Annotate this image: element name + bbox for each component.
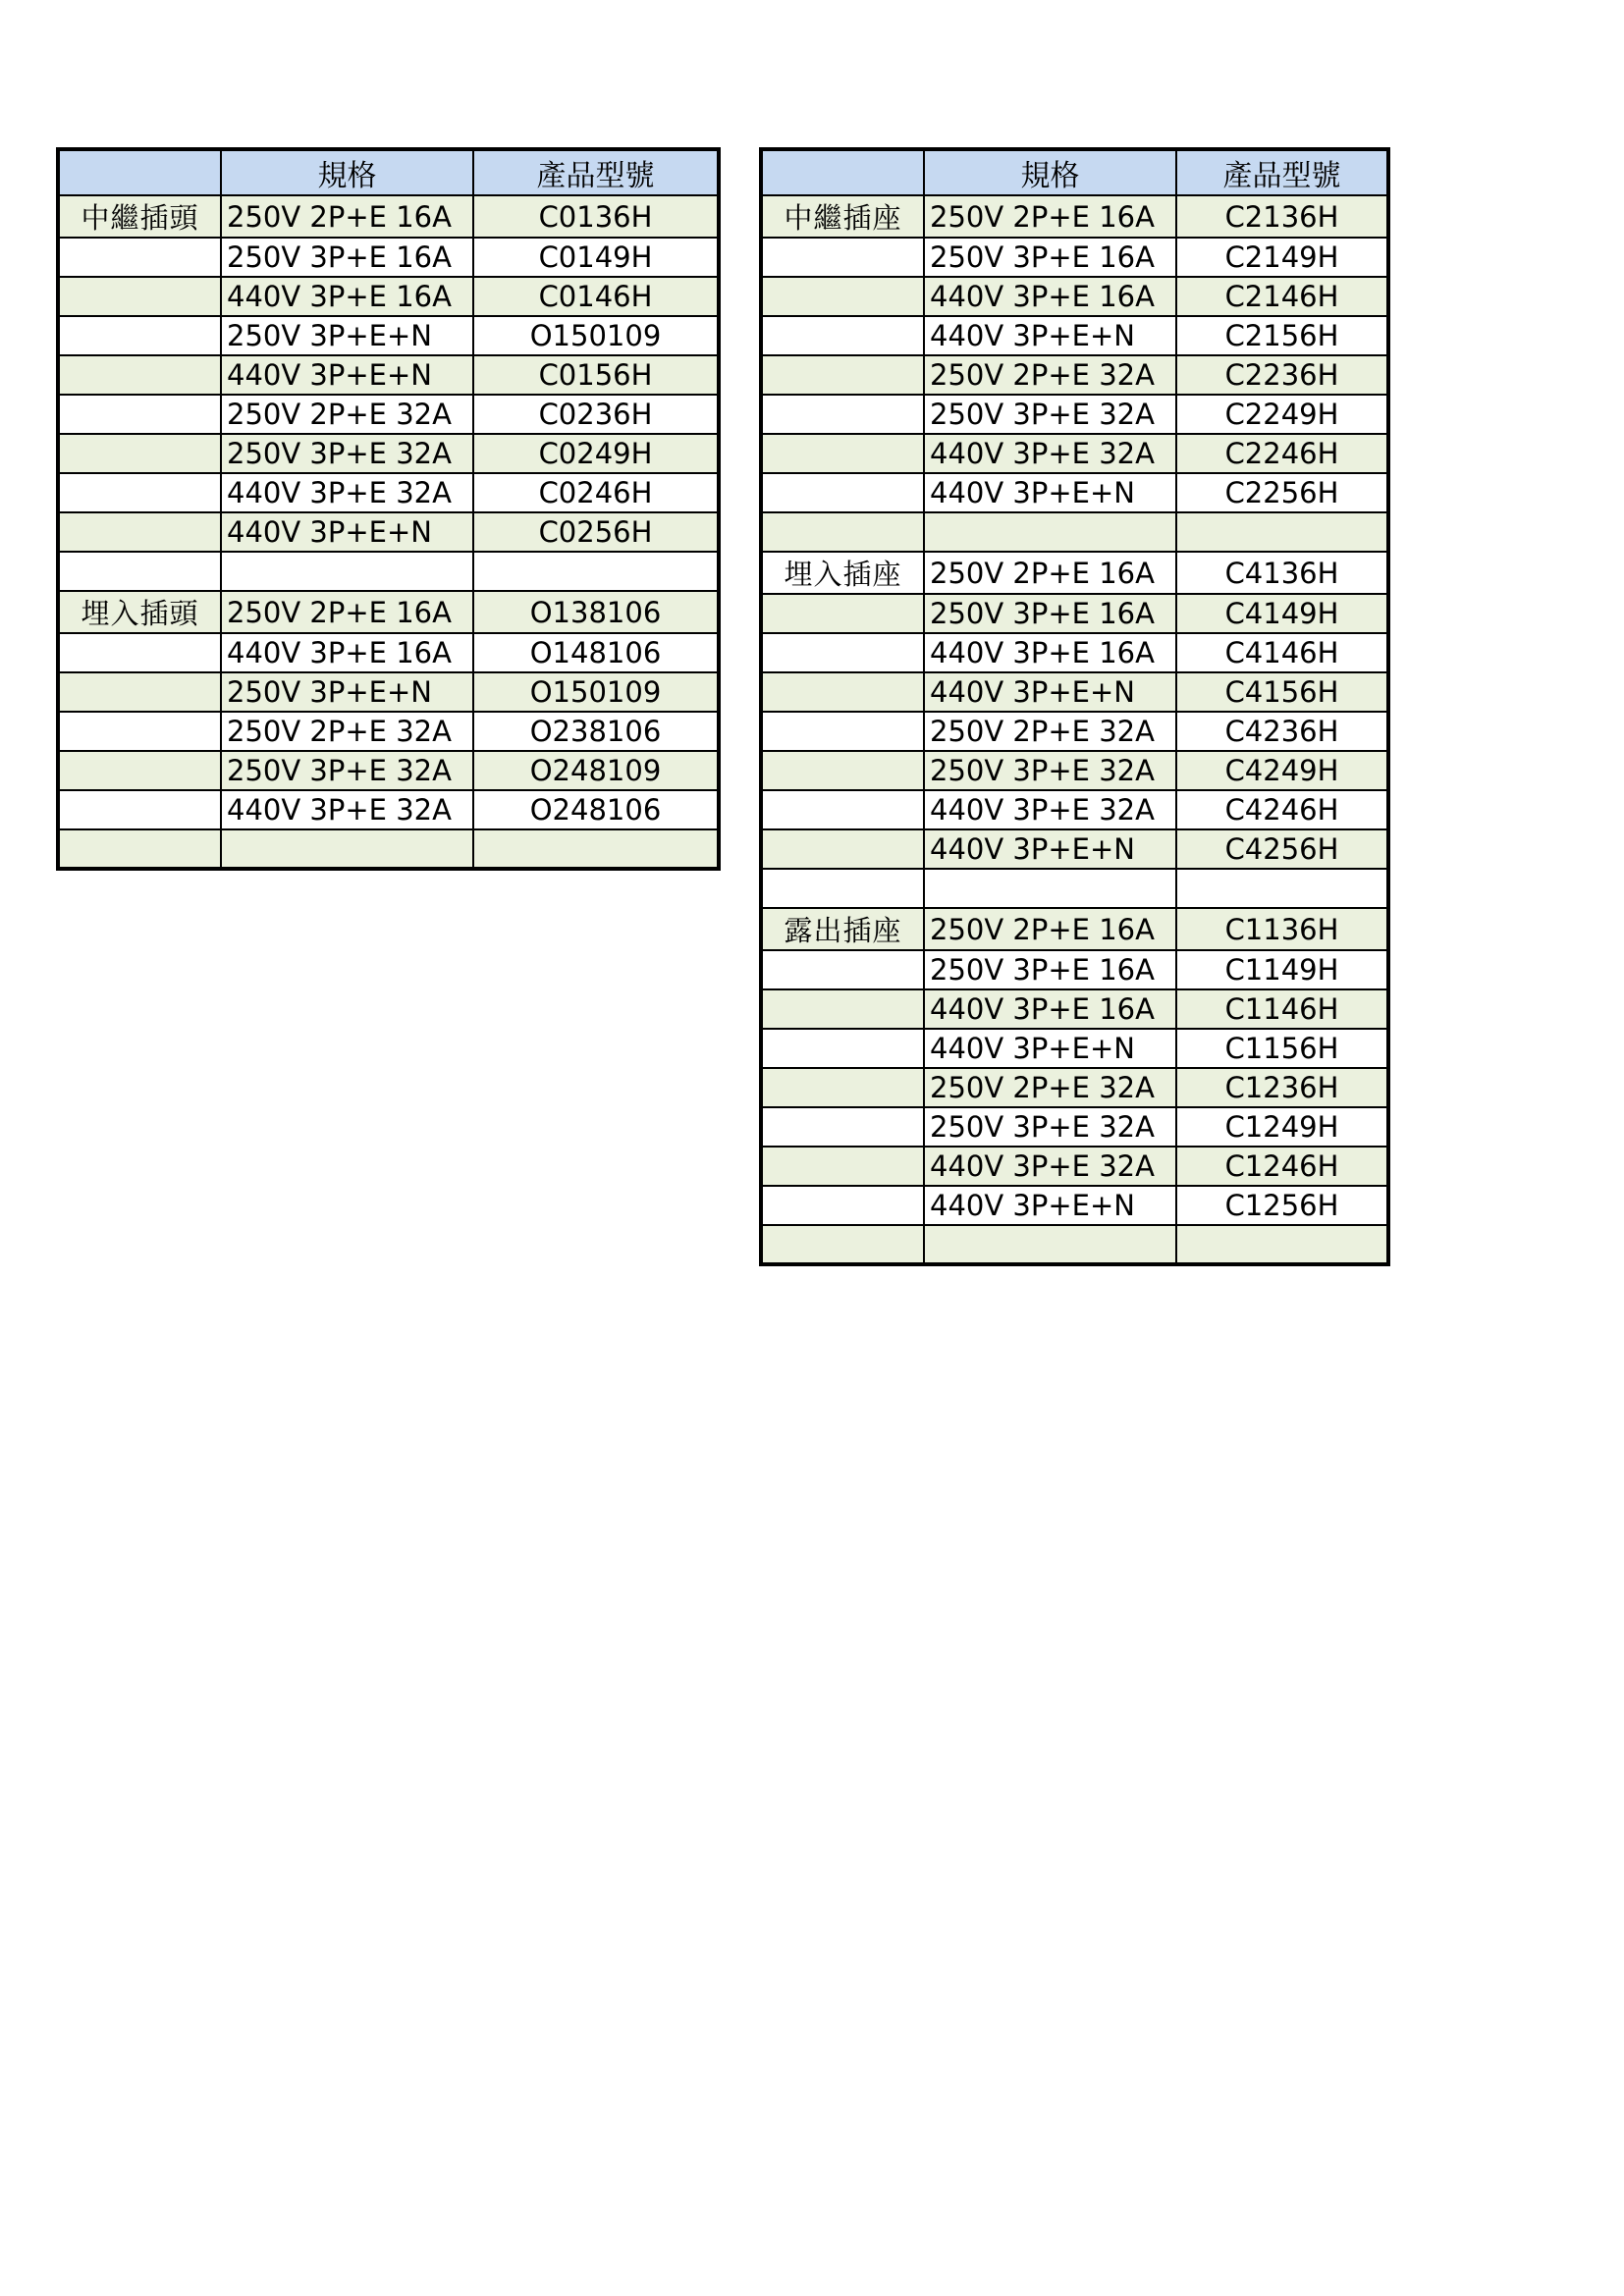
model-cell: C0249H	[473, 434, 719, 473]
spec-cell: 440V 3P+E+N	[924, 672, 1176, 712]
table-row	[761, 1107, 1388, 1147]
spec-cell: 250V 3P+E 16A	[924, 950, 1176, 989]
table-row	[761, 672, 1388, 712]
spec-cell: 250V 3P+E 32A	[924, 1107, 1176, 1147]
table-row	[58, 751, 719, 790]
model-cell: C0156H	[473, 355, 719, 395]
spec-cell: 440V 3P+E+N	[221, 512, 473, 552]
table-row	[761, 869, 1388, 908]
model-cell: C4156H	[1176, 672, 1388, 712]
category-cell	[761, 751, 924, 790]
spec-cell: 440V 3P+E+N	[924, 473, 1176, 512]
category-cell	[58, 552, 221, 591]
spec-cell: 440V 3P+E 32A	[924, 1147, 1176, 1186]
spec-cell: 250V 2P+E 32A	[924, 712, 1176, 751]
model-cell: C2236H	[1176, 355, 1388, 395]
table-row	[761, 1225, 1388, 1264]
table-row	[761, 989, 1388, 1029]
category-cell	[58, 473, 221, 512]
spec-cell: 250V 2P+E 32A	[221, 712, 473, 751]
spec-cell: 250V 3P+E+N	[221, 672, 473, 712]
category-cell	[58, 434, 221, 473]
model-cell: C1256H	[1176, 1186, 1388, 1225]
model-cell: C2156H	[1176, 316, 1388, 355]
category-cell	[58, 355, 221, 395]
table-row	[761, 316, 1388, 355]
model-cell: O248109	[473, 751, 719, 790]
table-row	[761, 829, 1388, 869]
model-cell: C1149H	[1176, 950, 1388, 989]
category-cell	[761, 316, 924, 355]
table-row	[761, 195, 1388, 238]
spec-cell: 440V 3P+E 32A	[924, 790, 1176, 829]
model-cell: C2249H	[1176, 395, 1388, 434]
table-row	[761, 790, 1388, 829]
spec-cell: 250V 3P+E 16A	[924, 238, 1176, 277]
model-cell: C4136H	[1176, 552, 1388, 594]
table-row	[58, 195, 719, 238]
table-row	[58, 238, 719, 277]
category-cell	[58, 672, 221, 712]
model-cell: C4246H	[1176, 790, 1388, 829]
spec-cell: 250V 3P+E 32A	[924, 751, 1176, 790]
spec-cell: 250V 2P+E 32A	[924, 1068, 1176, 1107]
spec-cell: 250V 2P+E 32A	[924, 355, 1176, 395]
spec-cell	[221, 829, 473, 869]
spec-cell: 440V 3P+E+N	[924, 829, 1176, 869]
table-row	[761, 712, 1388, 751]
spec-cell: 250V 3P+E 32A	[924, 395, 1176, 434]
table-row	[761, 1147, 1388, 1186]
model-cell: C1236H	[1176, 1068, 1388, 1107]
table-row	[58, 512, 719, 552]
model-cell: C1146H	[1176, 989, 1388, 1029]
table-row	[761, 594, 1388, 633]
spec-cell	[221, 552, 473, 591]
model-cell: O150109	[473, 672, 719, 712]
table-row	[761, 512, 1388, 552]
model-cell: C0136H	[473, 195, 719, 238]
model-cell: O150109	[473, 316, 719, 355]
category-cell	[761, 1107, 924, 1147]
model-cell: C0246H	[473, 473, 719, 512]
category-cell	[761, 869, 924, 908]
category-cell	[58, 512, 221, 552]
model-cell: C0146H	[473, 277, 719, 316]
category-cell: 中繼插座	[761, 195, 924, 238]
table-row	[761, 1186, 1388, 1225]
table-row	[58, 790, 719, 829]
spec-cell: 250V 2P+E 16A	[221, 195, 473, 238]
category-cell	[761, 1068, 924, 1107]
model-cell: O148106	[473, 633, 719, 672]
model-cell: C4249H	[1176, 751, 1388, 790]
model-cell: C0149H	[473, 238, 719, 277]
header-model: 產品型號	[1176, 149, 1388, 195]
model-cell: C0256H	[473, 512, 719, 552]
model-cell: C2146H	[1176, 277, 1388, 316]
plug-product-table	[56, 147, 721, 871]
category-cell	[761, 473, 924, 512]
table-row	[58, 712, 719, 751]
category-cell	[58, 633, 221, 672]
table-row	[58, 473, 719, 512]
category-cell	[761, 1225, 924, 1264]
category-cell	[761, 633, 924, 672]
model-cell: C1246H	[1176, 1147, 1388, 1186]
spec-cell: 250V 2P+E 16A	[221, 591, 473, 633]
spec-cell: 440V 3P+E 16A	[221, 277, 473, 316]
model-cell: C4149H	[1176, 594, 1388, 633]
category-cell: 埋入插座	[761, 552, 924, 594]
model-cell: O238106	[473, 712, 719, 751]
category-cell	[761, 277, 924, 316]
model-cell: O248106	[473, 790, 719, 829]
spec-cell: 440V 3P+E 16A	[924, 633, 1176, 672]
table-row	[58, 591, 719, 633]
spec-cell: 250V 3P+E 16A	[221, 238, 473, 277]
category-cell	[58, 277, 221, 316]
category-cell	[761, 950, 924, 989]
table-row	[761, 277, 1388, 316]
header-spec: 規格	[221, 149, 473, 195]
model-cell	[1176, 512, 1388, 552]
category-cell	[761, 672, 924, 712]
spec-cell	[924, 512, 1176, 552]
spec-cell: 250V 3P+E 32A	[221, 751, 473, 790]
model-cell: C2246H	[1176, 434, 1388, 473]
category-cell	[761, 434, 924, 473]
category-cell	[58, 751, 221, 790]
table-row	[58, 633, 719, 672]
spec-cell: 250V 2P+E 32A	[221, 395, 473, 434]
spec-cell: 440V 3P+E+N	[924, 1186, 1176, 1225]
spec-cell: 440V 3P+E 32A	[221, 790, 473, 829]
model-cell: O138106	[473, 591, 719, 633]
spec-cell: 250V 2P+E 16A	[924, 552, 1176, 594]
category-cell	[761, 1029, 924, 1068]
table-row	[58, 552, 719, 591]
model-cell	[1176, 869, 1388, 908]
spec-cell	[924, 1225, 1176, 1264]
table-row	[761, 751, 1388, 790]
model-cell: C4256H	[1176, 829, 1388, 869]
model-cell: C2136H	[1176, 195, 1388, 238]
category-cell	[58, 316, 221, 355]
category-cell	[761, 395, 924, 434]
table-row	[761, 908, 1388, 950]
model-cell	[473, 829, 719, 869]
table-row	[58, 277, 719, 316]
table-header-row	[58, 149, 719, 195]
table-row	[761, 395, 1388, 434]
spec-cell: 440V 3P+E+N	[221, 355, 473, 395]
category-cell	[58, 712, 221, 751]
header-spec: 規格	[924, 149, 1176, 195]
category-cell	[761, 712, 924, 751]
header-category	[58, 149, 221, 195]
category-cell	[761, 594, 924, 633]
spec-cell: 250V 2P+E 16A	[924, 195, 1176, 238]
category-cell	[761, 989, 924, 1029]
table-row	[761, 238, 1388, 277]
table-row	[761, 1068, 1388, 1107]
category-cell	[761, 512, 924, 552]
model-cell: C2256H	[1176, 473, 1388, 512]
category-cell	[58, 395, 221, 434]
category-cell	[761, 1147, 924, 1186]
spec-cell: 250V 3P+E 32A	[221, 434, 473, 473]
spec-cell	[924, 869, 1176, 908]
model-cell	[473, 552, 719, 591]
category-cell	[761, 238, 924, 277]
category-cell	[58, 829, 221, 869]
spec-cell: 440V 3P+E 32A	[221, 473, 473, 512]
table-row	[761, 633, 1388, 672]
category-cell: 中繼插頭	[58, 195, 221, 238]
category-cell	[761, 790, 924, 829]
spec-cell: 440V 3P+E 16A	[221, 633, 473, 672]
category-cell	[761, 355, 924, 395]
table-row	[58, 434, 719, 473]
table-header-row	[761, 149, 1388, 195]
model-cell: C4236H	[1176, 712, 1388, 751]
table-row	[761, 1029, 1388, 1068]
model-cell: C2149H	[1176, 238, 1388, 277]
table-row	[761, 355, 1388, 395]
category-cell	[58, 238, 221, 277]
category-cell: 露出插座	[761, 908, 924, 950]
category-cell	[58, 790, 221, 829]
table-row	[58, 395, 719, 434]
table-row	[58, 355, 719, 395]
model-cell: C1136H	[1176, 908, 1388, 950]
spec-cell: 440V 3P+E 16A	[924, 277, 1176, 316]
socket-product-table	[759, 147, 1390, 1266]
header-category	[761, 149, 924, 195]
model-cell: C0236H	[473, 395, 719, 434]
table-row	[761, 950, 1388, 989]
table-row	[761, 434, 1388, 473]
category-cell	[761, 829, 924, 869]
header-model: 產品型號	[473, 149, 719, 195]
model-cell: C4146H	[1176, 633, 1388, 672]
table-row	[58, 672, 719, 712]
table-row	[58, 316, 719, 355]
spec-cell: 440V 3P+E+N	[924, 316, 1176, 355]
table-row	[761, 473, 1388, 512]
model-cell	[1176, 1225, 1388, 1264]
table-row	[58, 829, 719, 869]
spec-cell: 440V 3P+E+N	[924, 1029, 1176, 1068]
category-cell: 埋入插頭	[58, 591, 221, 633]
model-cell: C1249H	[1176, 1107, 1388, 1147]
spec-cell: 250V 3P+E 16A	[924, 594, 1176, 633]
category-cell	[761, 1186, 924, 1225]
spec-cell: 250V 2P+E 16A	[924, 908, 1176, 950]
model-cell: C1156H	[1176, 1029, 1388, 1068]
spec-cell: 250V 3P+E+N	[221, 316, 473, 355]
spec-cell: 440V 3P+E 16A	[924, 989, 1176, 1029]
spec-cell: 440V 3P+E 32A	[924, 434, 1176, 473]
table-row	[761, 552, 1388, 594]
